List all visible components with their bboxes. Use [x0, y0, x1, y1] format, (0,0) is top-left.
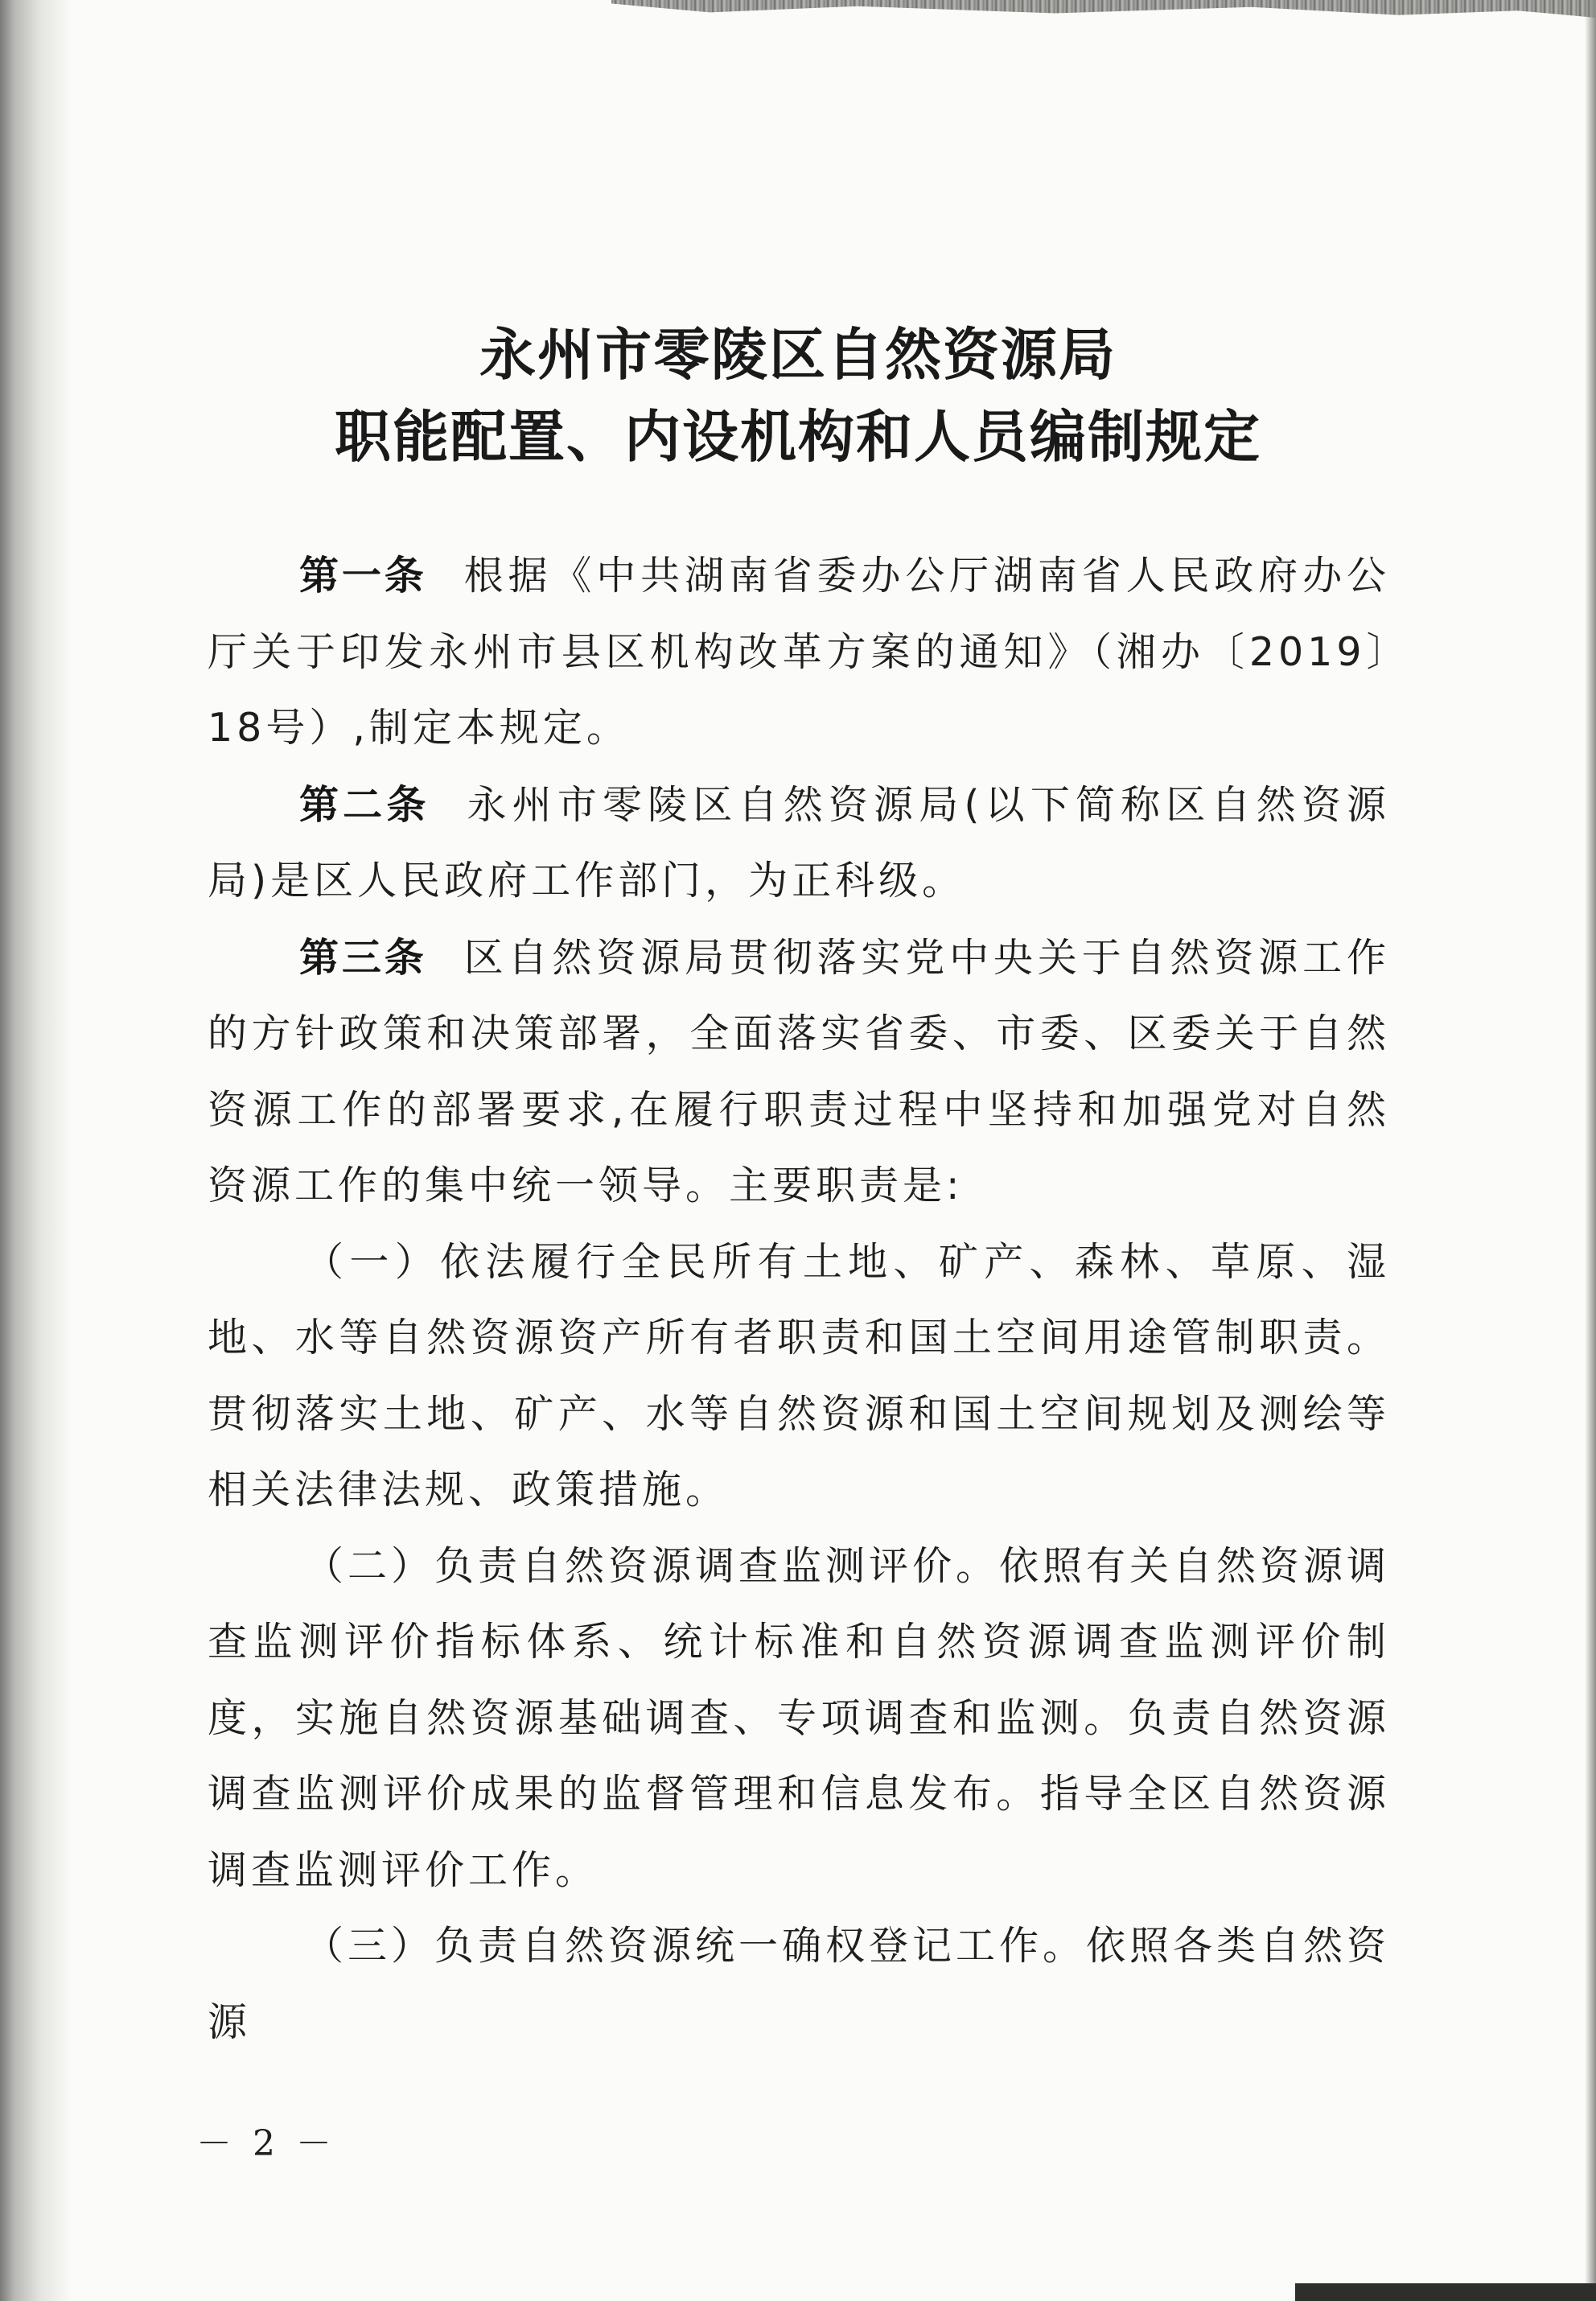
- article-3-label: 第三条: [299, 933, 427, 981]
- page-number: － 2 －: [196, 2123, 336, 2164]
- duty-item-3: （三）负责自然资源统一确权登记工作。依照各类自然资源: [208, 1923, 1391, 2045]
- scan-edge-noise: [611, 0, 1596, 18]
- scan-bottom-edge: [1295, 2283, 1596, 2301]
- article-1: [208, 537, 1390, 767]
- document-title-line-1: 永州市零陵区自然资源局: [479, 321, 1117, 388]
- duty-item-2: （二）负责自然资源调查监测评价。依照有关自然资源调查监测评价指标体系、统计标准和自然资源调查监测评价制度，实施自然资源基础调查、专项调查和监测。负责自然资源调查监测评价成果的监督管理和信息发布。指导全区自然资源调查监测评价工作。: [208, 1542, 1391, 1893]
- article-3-text: 区自然资源局贯彻落实党中央关于自然资源工作的方针政策和决策部署，全面落实省委、市委、区委关于自然资源工作的部署要求,在履行职责过程中坚持和加强党对自然资源工作的集中统一领导。主要职责是:: [208, 934, 1390, 1208]
- article-2-label: 第二条: [299, 780, 430, 828]
- article-2: [208, 767, 1390, 920]
- article-3: [208, 920, 1390, 1225]
- document-body: [208, 537, 1390, 2060]
- article-1-label: 第一条: [299, 552, 427, 599]
- article-2-text: 永州市零陵区自然资源局(以下简称区自然资源局)是区人民政府工作部门，为正科级。: [208, 781, 1390, 904]
- article-1-text: 根据《中共湖南省委办公厅湖南省人民政府办公厅关于印发永州市县区机构改革方案的通知》（湘办〔2019〕18号）,制定本规定。: [208, 553, 1390, 751]
- duty-item-1: （一）依法履行全民所有土地、矿产、森林、草原、湿地、水等自然资源资产所有者职责和国土空间用途管制职责。贯彻落实土地、矿产、水等自然资源和国土空间规划及测绘等相关法律法规、政策措施。: [208, 1238, 1390, 1513]
- document-title-line-2: 职能配置、内设机构和人员编制规定: [335, 403, 1261, 470]
